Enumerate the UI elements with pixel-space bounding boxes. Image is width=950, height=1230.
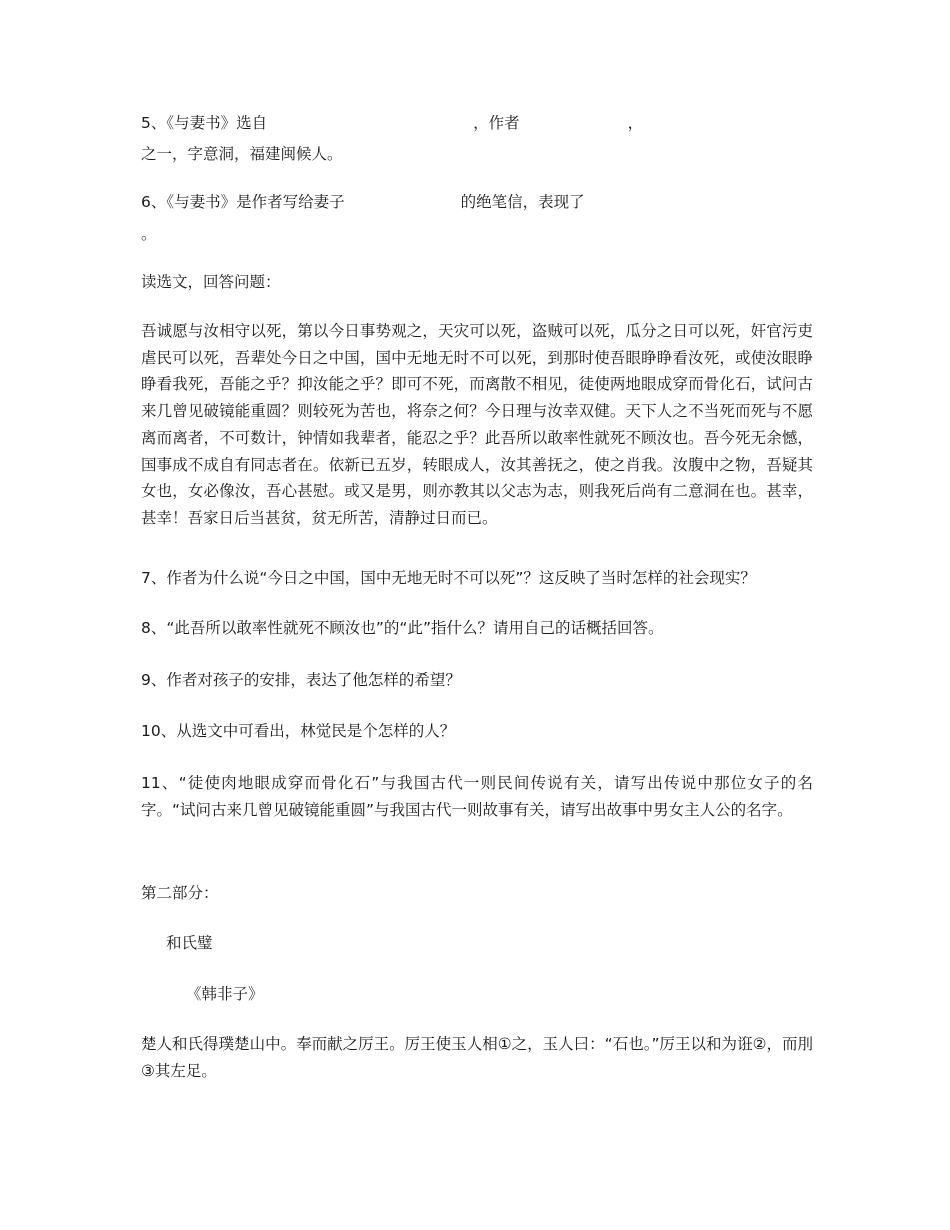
text-title: 和氏璧 [166,934,213,952]
question-6-text-2: 的绝笔信，表现了 [460,193,585,211]
part-two-heading: 第二部分： [141,884,219,902]
question-5-line-2: 之一，字意洞，福建闽候人。 [141,145,343,163]
question-6-line-2: 。 [141,225,157,243]
text-source: 《韩非子》 [186,985,264,1003]
question-9: 9、作者对孩子的安排，表达了他怎样的希望？ [141,671,461,689]
question-10: 10、从选文中可看出，林觉民是个怎样的人？ [141,722,456,740]
question-5-line-1 [141,113,643,133]
part-two-passage: 楚人和氏得璞楚山中。奉而献之厉王。厉王使玉人相①之，玉人曰：“石也。”厉王以和为诳②，而刖③其左足。 [141,1035,813,1080]
reading-instruction: 读选文，回答问题： [141,273,281,291]
question-11: 11、“徒使肉地眼成穿而骨化石”与我国古代一则民间传说有关，请写出传说中那位女子的名字。“试问古来几曾见破镜能重圆”与我国古代一则故事有关，请写出故事中男女主人公的名字。 [141,774,813,819]
question-7: 7、作者为什么说“今日之中国，国中无地无时不可以死”？这反映了当时怎样的社会现实？ [141,569,756,587]
question-5-text-1: 5、《与妻书》选自 [141,114,268,132]
question-6-line-1 [141,192,585,212]
reading-passage: 吾诚愿与汝相守以死，第以今日事势观之，天灾可以死，盗贼可以死，瓜分之日可以死，奸官污吏虐民可以死，吾辈处今日之中国，国中无地无时不可以死，到那时使吾眼睁睁看汝死，或使汝眼睁睁看我死，吾能之乎？抑汝能之乎？即可不死，而离散不相见，徒使两地眼成穿而骨化石，试问古来几曾见破镜能重圆？则较死为苦也，将奈之何？今日理与汝幸双健。天下人之不当死而死与不愿离而离者，不可数计，钟情如我辈者，能忍之乎？此吾所以敢率性就死不顾汝也。吾今死无余憾，国事成不成自有同志者在。依新已五岁，转眼成人，汝其善抚之，使之肖我。汝腹中之物，吾疑其女也，女必像汝，吾心甚慰。或又是男，则亦教其以父志为志，则我死后尚有二意洞在也。甚幸，甚幸！吾家日后当甚贫，贫无所苦，清静过日而已。 [141,322,813,527]
question-6-text-1: 6、《与妻书》是作者写给妻子 [141,193,345,211]
question-8: 8、“此吾所以敢率性就死不顾汝也”的“此”指什么？请用自己的话概括回答。 [141,619,664,637]
question-5-text-2: ，作者 [473,114,520,132]
question-5-text-3: ， [627,114,644,132]
